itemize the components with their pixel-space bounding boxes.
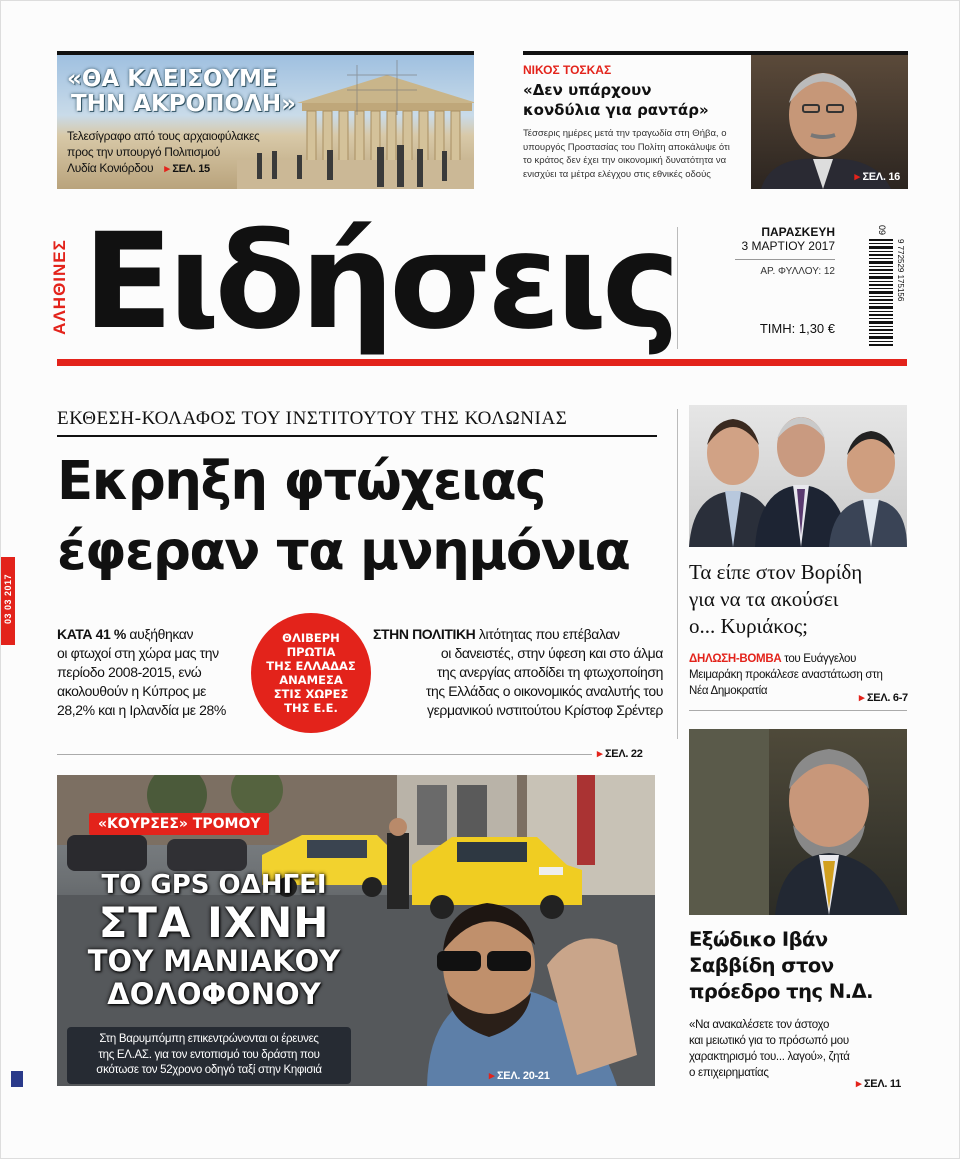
main-left-line xyxy=(57,625,257,644)
taxi-story[interactable] xyxy=(57,775,655,1086)
poverty-badge-line: ΤΗΣ Ε.Ε. xyxy=(284,701,338,715)
acropolis-headline xyxy=(67,67,296,117)
taxi-page-ref[interactable]: ▸ ΣΕΛ. 20-21 xyxy=(489,1069,550,1082)
acropolis-body-line: Τελεσίγραφο από τους αρχαιοφύλακες xyxy=(67,129,260,143)
main-right-line: της ανεργίας αποδίδει τη φτωχοποίηση xyxy=(436,664,663,680)
main-headline-line: έφεραν τα μνημόνια xyxy=(57,521,630,582)
acropolis-page-ref[interactable]: ▸ ΣΕΛ. 15 xyxy=(164,163,210,175)
main-right-line: της Ελλάδας ο οικονομικός αναλυτής του xyxy=(425,683,663,699)
acropolis-body xyxy=(67,128,260,177)
side1-page-ref[interactable]: ▸ ΣΕΛ. 6-7 xyxy=(859,691,908,704)
side2-page-ref[interactable]: ▸ ΣΕΛ. 11 xyxy=(856,1077,901,1090)
side2-body-line: χαρακτηρισμό του... λαγού», ζητά xyxy=(689,1051,850,1063)
side1-headline-line: ο... Κυριάκος; xyxy=(689,614,808,638)
masthead-title[interactable]: Ειδήσεις xyxy=(83,205,676,359)
edge-date: 03 03 2017 xyxy=(3,573,13,625)
masthead-day: ΠΑΡΑΣΚΕΥΗ xyxy=(761,225,835,239)
toskas-portrait xyxy=(751,55,908,189)
toskas-headline-line: «Δεν υπάρχουν xyxy=(523,81,652,99)
side2-headline-line: Εξώδικο Ιβάν xyxy=(689,928,828,951)
taxi-headline-line: ΣΤΑ ΙΧΝΗ xyxy=(98,898,330,947)
poverty-badge-line: ΘΛΙΒΕΡΗ xyxy=(282,631,340,645)
acropolis-headline-line: ΤΗΝ ΑΚΡΟΠΟΛΗ» xyxy=(71,91,296,117)
acropolis-body-line: προς την υπουργό Πολιτισμού xyxy=(67,145,221,159)
toskas-body xyxy=(523,127,751,181)
taxi-headline-line: ΔΟΛΟΦΟΝΟΥ xyxy=(107,977,321,1011)
main-right-lead: ΣΤΗΝ ΠΟΛΙΤΙΚΗ xyxy=(373,626,476,642)
side2-body xyxy=(689,1017,909,1081)
taxi-tag: «ΚΟΥΡΣΕΣ» ΤΡΟΜΟΥ xyxy=(89,813,269,835)
masthead-divider xyxy=(677,227,678,349)
toskas-body-line: Τέσσερις ημέρες μετά την τραγωδία στη Θήβα, ο xyxy=(523,128,727,139)
side2-body-line: και μειωτικό για το πρόσωπό μου xyxy=(689,1035,849,1047)
poverty-badge-line: ΑΝΑΜΕΣΑ xyxy=(279,673,343,687)
side1-headline-line: Τα είπε στον Βορίδη xyxy=(689,560,863,584)
masthead-date: 3 ΜΑΡΤΙΟΥ 2017 xyxy=(741,239,835,253)
masthead-info-rule xyxy=(735,259,835,260)
main-left-line: περίοδο 2008-2015, ενώ xyxy=(57,664,202,680)
masthead-side-label-wrap xyxy=(47,225,77,355)
toskas-headline-line: κονδύλια για ραντάρ» xyxy=(523,101,709,119)
main-right-line xyxy=(373,625,663,644)
masthead-red-bar xyxy=(57,359,907,366)
toskas-body-line: υπουργός Προστασίας του Πολίτη αποκάλυψε ότι xyxy=(523,141,730,153)
taxi-headline-line: ΤΟΥ ΜΑΝΙΑΚΟΥ xyxy=(87,944,341,978)
barcode xyxy=(869,227,905,349)
acropolis-headline-line: «ΘΑ ΚΛΕΙΣΟΥΜΕ xyxy=(67,66,278,92)
side2-headline[interactable] xyxy=(689,927,911,1005)
main-right-text: λιτότητας που επέβαλαν xyxy=(478,626,620,642)
main-page-ref[interactable]: ▸ ΣΕΛ. 22 xyxy=(597,747,643,760)
side1-bottom-rule xyxy=(689,710,907,711)
toskas-headline xyxy=(523,80,709,120)
main-left-line: οι φτωχοί στη χώρα μας την xyxy=(57,645,219,661)
main-left-line: 28,2% και η Ιρλανδία με 28% xyxy=(57,702,226,718)
main-right-column xyxy=(373,625,663,720)
main-left-lead: ΚΑΤΑ 41 % xyxy=(57,626,126,642)
politicians-photo[interactable] xyxy=(689,405,907,547)
poverty-badge-line: ΣΤΙΣ ΧΩΡΕΣ xyxy=(273,687,349,701)
right-column-divider xyxy=(677,409,678,739)
savvidis-portrait xyxy=(689,729,907,915)
acropolis-body-line xyxy=(67,160,260,177)
side2-body-line: ο επιχειρηματίας xyxy=(689,1067,769,1079)
main-headline[interactable] xyxy=(57,447,661,587)
side1-body-line xyxy=(689,651,909,667)
toskas-body-line: ενισχύει τα μέτρα ελέγχου στις εθνικές οδούς xyxy=(523,168,711,180)
taxi-caption xyxy=(67,1027,351,1084)
main-kicker: ΕΚΘΕΣΗ-ΚΟΛΑΦΟΣ ΤΟΥ ΙΝΣΤΙΤΟΥΤΟΥ ΤΗΣ ΚΟΛΩΝΙΑΣ xyxy=(57,408,568,429)
masthead-issue: ΑΡ. ΦΥΛΛΟΥ: 12 xyxy=(760,266,835,277)
toskas-page-ref[interactable]: ▸ ΣΕΛ. 16 xyxy=(854,170,900,183)
acropolis-teaser[interactable] xyxy=(57,55,474,189)
masthead-info xyxy=(691,225,835,336)
main-right-line: γερμανικού ινστιτούτου Κρίστοφ Σρέντερ xyxy=(426,702,663,718)
main-left-line: ακολουθούν η Κύπρος με xyxy=(57,683,207,699)
taxi-headline-line: ΤΟ GPS ΟΔΗΓΕΙ xyxy=(101,870,327,900)
main-bottom-rule xyxy=(57,754,592,755)
main-left-text: αυξήθηκαν xyxy=(129,626,194,642)
side1-body-text: του Ευάγγελου xyxy=(784,653,857,665)
barcode-issue-digits: 09 xyxy=(877,225,887,236)
toskas-photo xyxy=(751,55,908,189)
side1-lead: ΔΗΛΩΣΗ-ΒΟΜΒΑ xyxy=(689,653,782,665)
side1-body-line: Μειμαράκη προκάλεσε αναστάτωση στη xyxy=(689,669,883,681)
taxi-caption-line: σκότωσε τον 52χρονο οδηγό ταξί στην Κηφισιά xyxy=(96,1064,322,1076)
poverty-badge-line: ΤΗΣ ΕΛΛΑΔΑΣ xyxy=(266,659,356,673)
main-kicker-rule xyxy=(57,435,657,437)
side2-body-line: «Να ανακαλέσετε τον άστοχο xyxy=(689,1019,830,1031)
main-headline-line: Εκρηξη φτώχειας xyxy=(57,451,546,512)
politicians-portraits xyxy=(689,405,907,547)
poverty-badge xyxy=(251,613,371,733)
masthead-side-label: ΑΛΗΘΙΝΕΣ xyxy=(50,239,69,335)
taxi-caption-line: της ΕΛ.ΑΣ. για τον εντοπισμό του δράστη που xyxy=(98,1048,320,1061)
poverty-badge-line: ΠΡΩΤΙΑ xyxy=(286,645,336,659)
side1-headline[interactable] xyxy=(689,559,911,640)
side1-headline-line: για να τα ακούσει xyxy=(689,587,839,611)
edge-date-tab xyxy=(1,557,15,645)
taxi-headline xyxy=(69,869,359,1011)
edge-color-mark xyxy=(11,1071,23,1087)
side2-headline-line: πρόεδρο της Ν.Δ. xyxy=(689,980,874,1003)
savvidis-photo[interactable] xyxy=(689,729,907,915)
toskas-kicker: ΝΙΚΟΣ ΤΟΣΚΑΣ xyxy=(523,63,612,77)
side2-headline-line: Σαββίδη στον xyxy=(689,954,834,977)
side1-body-line: Νέα Δημοκρατία xyxy=(689,685,768,697)
masthead-price: ΤΙΜΗ: 1,30 € xyxy=(759,321,835,336)
toskas-teaser[interactable] xyxy=(523,55,908,189)
barcode-bars xyxy=(869,239,893,349)
main-left-column xyxy=(57,625,257,720)
barcode-number: 9 772529 175156 xyxy=(896,239,905,302)
taxi-caption-line: Στη Βαρυμπόμπη επικεντρώνονται οι έρευνες xyxy=(99,1033,319,1045)
main-right-line: οι δανειστές, στην ύφεση και στο άλμα xyxy=(440,645,663,661)
acropolis-body-text: Λυδία Κονιόρδου xyxy=(67,161,154,175)
toskas-body-line: το κράτος δεν έχει την οικονομική δυνατότητα να xyxy=(523,155,727,166)
